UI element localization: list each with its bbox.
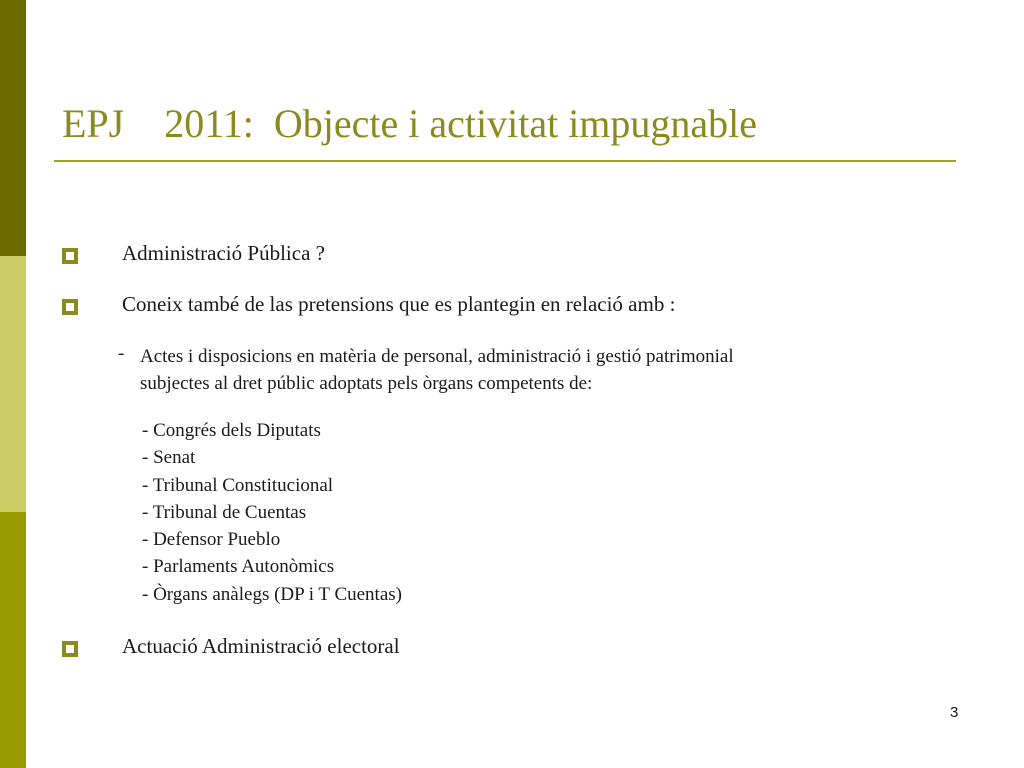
organs-list (142, 417, 402, 608)
list-item: - Òrgans anàlegs (DP i T Cuentas) (142, 583, 402, 605)
sub-item-line-1: Actes i disposicions en matèria de personal, administració i gestió patrimonial (140, 346, 734, 367)
bullet-coneix-tambe: Coneix també de las pretensions que es plantegin en relació amb : (122, 292, 676, 316)
square-bullet-icon (62, 248, 78, 264)
left-stripe-bottom (0, 512, 26, 768)
square-bullet-icon (62, 299, 78, 315)
list-item: - Parlaments Autonòmics (142, 556, 335, 578)
left-stripe-middle (0, 256, 26, 512)
list-item: - Senat (142, 447, 196, 469)
square-bullet-icon (62, 641, 78, 657)
list-item: - Tribunal Constitucional (142, 474, 334, 496)
slide-title: EPJ 2011: Objecte i activitat impugnable (62, 101, 758, 146)
bullet-administracio-publica: Administració Pública ? (122, 241, 325, 265)
title-underline (54, 160, 956, 162)
left-stripe-top (0, 0, 26, 256)
sub-item-dash: - (118, 343, 125, 364)
list-item: - Tribunal de Cuentas (142, 501, 307, 523)
sub-item-actes (140, 343, 734, 397)
list-item: - Defensor Pueblo (142, 529, 281, 551)
sub-item-line-2: subjectes al dret públic adoptats pels òrgans competents de: (140, 373, 593, 394)
page-number: 3 (950, 704, 959, 721)
list-item: - Congrés dels Diputats (142, 420, 321, 441)
bullet-actuacio-electoral: Actuació Administració electoral (122, 634, 400, 658)
